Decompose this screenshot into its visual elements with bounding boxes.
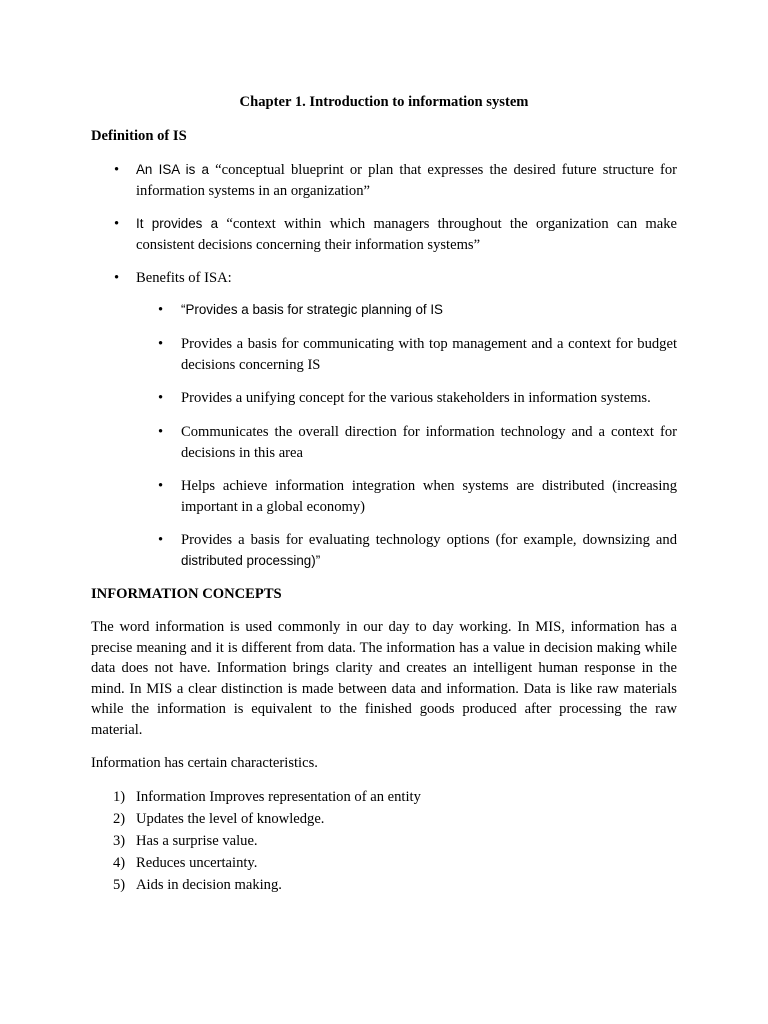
bullet-dot: •	[158, 336, 164, 352]
bullet-text-prefix: An ISA is a	[136, 162, 209, 177]
bullet-dot: •	[114, 270, 120, 286]
bullet-dot: •	[158, 390, 164, 406]
definition-heading: Definition of IS	[91, 128, 187, 144]
bullet-text: Benefits of ISA:	[136, 270, 232, 286]
bullet-dot: •	[158, 302, 164, 318]
bullet-text	[136, 160, 677, 201]
bullet-text-rest: “conceptual blueprint or plan that expresses the desired future structure for information systems in an organization”	[136, 162, 677, 199]
list-text: Reduces uncertainty.	[136, 855, 258, 871]
chapter-title: Chapter 1. Introduction to information system	[239, 94, 529, 110]
sub-bullet-text	[181, 530, 677, 571]
list-number: 2)	[113, 811, 126, 827]
sub-bullet-text: Provides a basis for communicating with top management and a context for budget decisions concerning IS	[181, 336, 677, 373]
sub-bullet-text: Communicates the overall direction for information technology and a context for decisions in this area	[181, 424, 677, 461]
bullet-dot: •	[114, 162, 120, 178]
sub-bullet-text-main: Provides a basis for evaluating technology options (for example, downsizing and	[181, 532, 677, 548]
sub-bullet-text: “Provides a basis for strategic planning of IS	[181, 302, 443, 317]
bullet-dot: •	[158, 532, 164, 548]
information-concepts-heading: INFORMATION CONCEPTS	[91, 586, 282, 602]
list-number: 4)	[113, 855, 126, 871]
list-text: Information Improves representation of an entity	[136, 789, 421, 805]
bullet-text-prefix: It provides a	[136, 216, 219, 231]
bullet-text-rest: “context within which managers throughout the organization can make consistent decisions concerning their information systems”	[136, 216, 677, 253]
bullet-dot: •	[158, 424, 164, 440]
list-number: 3)	[113, 833, 126, 849]
list-text: Updates the level of knowledge.	[136, 811, 325, 827]
sub-bullet-text-suffix: distributed processing)”	[181, 552, 321, 568]
list-number: 5)	[113, 877, 126, 893]
bullet-dot: •	[114, 216, 120, 232]
bullet-text	[136, 214, 677, 255]
bullet-dot: •	[158, 478, 164, 494]
concepts-paragraph: The word information is used commonly in our day to day working. In MIS, information has a precise meaning and it is different from data. The information has a value in decision making while data does not have. Information brings clarity and creates an intelligent human response in the mind. In MIS a clear distinction is made between data and information. Data is like raw materials while the information is equivalent to the finished goods produced after processing the raw material.	[91, 619, 677, 738]
list-number: 1)	[113, 789, 126, 805]
list-text: Has a surprise value.	[136, 833, 258, 849]
sub-bullet-text: Helps achieve information integration when systems are distributed (increasing important in a global economy)	[181, 478, 677, 515]
characteristics-intro: Information has certain characteristics.	[91, 755, 318, 771]
sub-bullet-text: Provides a unifying concept for the various stakeholders in information systems.	[181, 390, 651, 406]
list-text: Aids in decision making.	[136, 877, 282, 893]
